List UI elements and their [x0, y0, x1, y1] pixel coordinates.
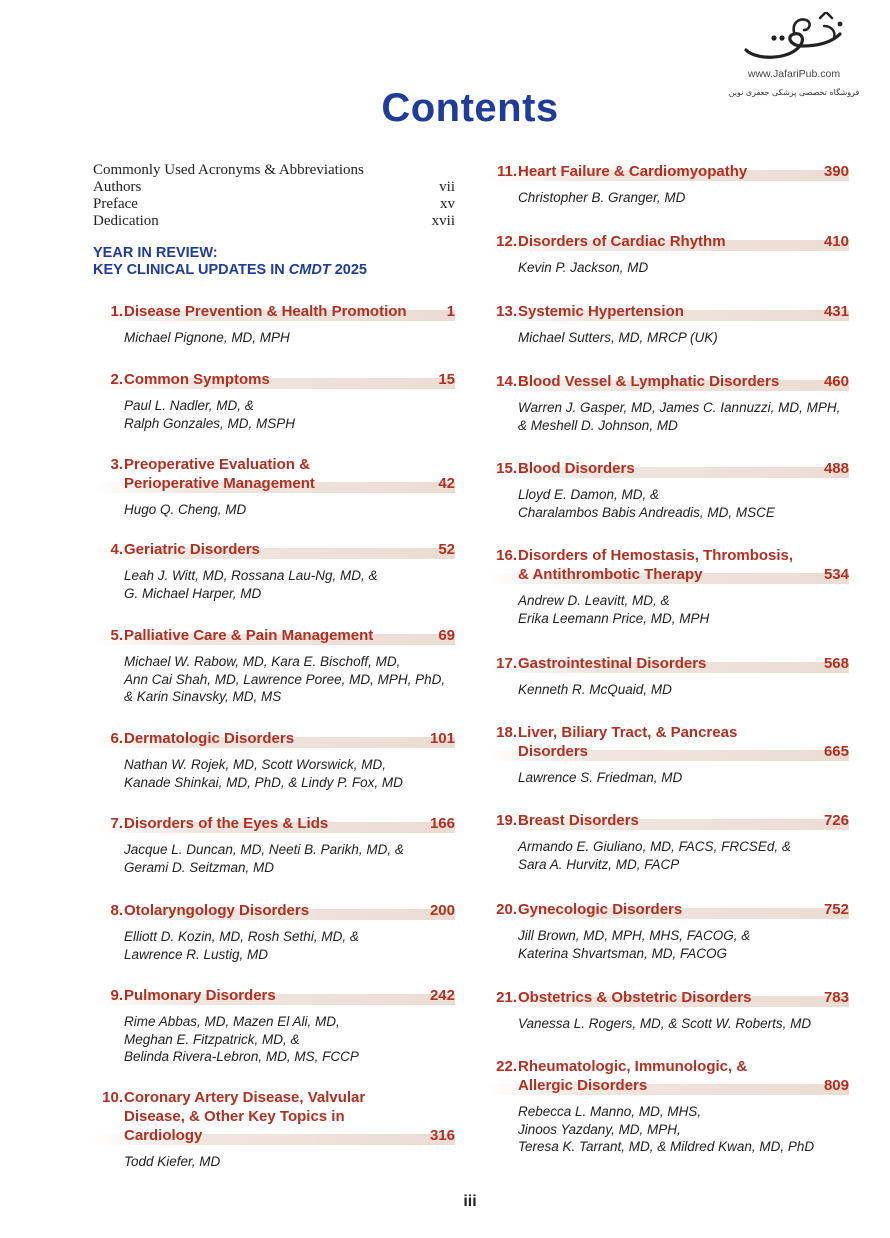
chapter-entry[interactable] — [487, 372, 849, 434]
chapter-authors: Elliott D. Kozin, MD, Rosh Sethi, MD, & Lawrence R. Lustig, MD — [124, 929, 359, 962]
chapter-entry[interactable] — [487, 1057, 849, 1156]
chapter-title: Gastrointestinal Disorders — [518, 655, 707, 672]
chapter-authors: Todd Kiefer, MD — [124, 1154, 221, 1169]
chapter-page: 42 — [438, 475, 455, 492]
chapter-entry[interactable] — [93, 540, 455, 602]
chapter-title: Systemic Hypertension — [518, 303, 684, 320]
chapter-heading — [93, 986, 455, 1005]
chapter-title: Common Symptoms — [124, 371, 270, 388]
chapter-title: Gynecologic Disorders — [518, 901, 683, 918]
chapter-heading — [93, 729, 455, 748]
chapter-title: Pulmonary Disorders — [124, 987, 276, 1004]
chapter-page: 1 — [446, 303, 455, 320]
front-matter-list — [93, 162, 455, 230]
chapter-authors: Leah J. Witt, MD, Rossana Lau-Ng, MD, & G. Michael Harper, MD — [124, 568, 378, 601]
chapter-authors: Armando E. Giuliano, MD, FACS, FRCSEd, & Sara A. Hurvitz, MD, FACP — [518, 839, 791, 872]
chapter-authors: Hugo Q. Cheng, MD — [124, 502, 247, 517]
chapter-authors: Christopher B. Granger, MD — [518, 190, 686, 205]
chapter-heading — [487, 654, 849, 673]
chapter-entry[interactable] — [93, 626, 455, 706]
year-in-review-prefix: KEY CLINICAL UPDATES IN — [93, 262, 289, 278]
chapter-number: 20. — [496, 901, 517, 918]
chapter-number: 22. — [496, 1058, 517, 1075]
chapter-entry[interactable] — [93, 901, 455, 963]
chapter-page: 200 — [429, 902, 455, 919]
chapter-authors: Lawrence S. Friedman, MD — [518, 770, 683, 785]
chapter-number: 11. — [496, 163, 517, 180]
chapter-entry[interactable] — [487, 811, 849, 873]
chapter-heading — [487, 372, 849, 391]
page-title: Contents — [381, 86, 559, 130]
year-in-review-line1: YEAR IN REVIEW: — [93, 245, 218, 261]
chapter-number: 21. — [496, 989, 517, 1006]
chapter-heading — [93, 302, 455, 321]
chapter-page: 488 — [823, 460, 849, 477]
year-in-review-italic: CMDT — [288, 262, 331, 278]
chapter-entry[interactable] — [93, 814, 455, 876]
chapter-authors: Kevin P. Jackson, MD — [518, 260, 649, 275]
front-matter-page: xv — [440, 196, 455, 212]
chapter-number: 2. — [110, 371, 123, 388]
front-matter-label: Preface — [93, 196, 138, 212]
front-matter-label: Commonly Used Acronyms & Abbreviations — [93, 162, 364, 178]
chapter-number: 1. — [110, 303, 123, 320]
chapter-title: Palliative Care & Pain Management — [124, 627, 374, 644]
chapter-number: 13. — [496, 303, 517, 320]
chapter-authors: Kenneth R. McQuaid, MD — [518, 682, 672, 697]
chapter-page: 316 — [429, 1127, 455, 1144]
chapter-number: 17. — [496, 655, 517, 672]
chapter-page: 752 — [823, 901, 849, 918]
chapter-number: 9. — [110, 987, 123, 1004]
chapter-authors: Michael Pignone, MD, MPH — [124, 330, 290, 345]
chapter-heading — [487, 232, 849, 251]
chapter-title: Rheumatologic, Immunologic, & Allergic Disorders — [518, 1058, 748, 1094]
chapter-authors: Paul L. Nadler, MD, & Ralph Gonzales, MD, MSPH — [124, 398, 296, 431]
jafari-logo-icon — [736, 12, 856, 64]
chapter-heading — [487, 988, 849, 1007]
chapter-heading — [487, 162, 849, 181]
chapter-title: Dermatologic Disorders — [124, 730, 295, 747]
chapter-number: 10. — [102, 1089, 123, 1106]
chapter-title: Disorders of Hemostasis, Thrombosis, & Antithrombotic Therapy — [518, 547, 794, 583]
chapter-heading — [93, 901, 455, 920]
page-number: iii — [463, 1193, 477, 1210]
chapter-title: Disease Prevention & Health Promotion — [124, 303, 407, 320]
chapter-entry[interactable] — [487, 988, 849, 1033]
chapter-number: 6. — [110, 730, 123, 747]
chapter-authors: Jacque L. Duncan, MD, Neeti B. Parikh, MD, & Gerami D. Seitzman, MD — [124, 842, 404, 875]
chapter-page: 242 — [429, 987, 455, 1004]
chapter-heading — [93, 370, 455, 389]
chapter-heading — [487, 1057, 849, 1095]
chapter-authors: Michael Sutters, MD, MRCP (UK) — [518, 330, 718, 345]
chapter-authors: Andrew D. Leavitt, MD, & Erika Leemann Price, MD, MPH — [518, 593, 710, 626]
chapter-number: 5. — [110, 627, 123, 644]
chapter-title: Blood Disorders — [518, 460, 635, 477]
chapter-entry[interactable] — [93, 302, 455, 347]
chapter-authors: Nathan W. Rojek, MD, Scott Worswick, MD, Kanade Shinkai, MD, PhD, & Lindy P. Fox, MD — [124, 757, 403, 790]
chapter-title: Preoperative Evaluation & Perioperative Management — [124, 456, 315, 492]
publisher-website: www.JafariPub.com — [747, 68, 841, 80]
chapter-page: 460 — [823, 373, 849, 390]
chapter-authors: Vanessa L. Rogers, MD, & Scott W. Roberts, MD — [518, 1016, 812, 1031]
chapter-heading — [93, 455, 455, 493]
chapter-number: 7. — [110, 815, 123, 832]
chapter-title: Heart Failure & Cardiomyopathy — [518, 163, 748, 180]
chapter-authors: Rebecca L. Manno, MD, MHS, Jinoos Yazdany, MD, MPH, Teresa K. Tarrant, MD, & Mildred Kwan, MD, PhD — [518, 1104, 815, 1154]
chapter-heading — [487, 723, 849, 761]
chapter-title: Disorders of Cardiac Rhythm — [518, 233, 726, 250]
chapter-number: 3. — [110, 456, 123, 473]
chapter-page: 665 — [823, 743, 849, 760]
chapter-heading — [487, 900, 849, 919]
chapter-page: 52 — [438, 541, 455, 558]
chapter-number: 18. — [496, 724, 517, 741]
chapter-number: 15. — [496, 460, 517, 477]
year-in-review-line2 — [93, 262, 367, 279]
chapter-authors: Lloyd E. Damon, MD, & Charalambos Babis Andreadis, MD, MSCE — [518, 487, 775, 520]
chapter-page: 809 — [823, 1077, 849, 1094]
chapter-authors: Warren J. Gasper, MD, James C. Iannuzzi, MD, MPH, & Meshell D. Johnson, MD — [518, 400, 841, 433]
chapter-authors: Jill Brown, MD, MPH, MHS, FACOG, & Katerina Shvartsman, MD, FACOG — [518, 928, 751, 961]
chapter-page: 783 — [823, 989, 849, 1006]
chapter-authors: Michael W. Rabow, MD, Kara E. Bischoff, MD, Ann Cai Shah, MD, Lawrence Poree, MD, MPH, PhD, & Karin Sinavsky, MD, MS — [124, 654, 446, 704]
chapter-number: 19. — [496, 812, 517, 829]
chapter-heading — [487, 546, 849, 584]
chapter-entry[interactable] — [487, 162, 849, 207]
chapter-page: 726 — [823, 812, 849, 829]
chapter-number: 16. — [496, 547, 517, 564]
chapter-page: 410 — [823, 233, 849, 250]
chapter-title: Disorders of the Eyes & Lids — [124, 815, 329, 832]
chapter-number: 12. — [496, 233, 517, 250]
chapter-page: 568 — [823, 655, 849, 672]
chapter-page: 390 — [823, 163, 849, 180]
chapter-heading — [487, 459, 849, 478]
chapter-title: Otolaryngology Disorders — [124, 902, 310, 919]
chapter-number: 4. — [110, 541, 123, 558]
chapter-number: 8. — [110, 902, 123, 919]
chapter-entry[interactable] — [487, 654, 849, 699]
chapter-entry[interactable] — [487, 900, 849, 962]
chapter-entry[interactable] — [93, 986, 455, 1066]
chapter-page: 166 — [429, 815, 455, 832]
chapter-page: 15 — [438, 371, 455, 388]
chapter-entry[interactable] — [93, 729, 455, 791]
chapter-page: 69 — [438, 627, 455, 644]
chapter-heading — [93, 626, 455, 645]
chapter-page: 431 — [823, 303, 849, 320]
chapter-heading — [93, 814, 455, 833]
chapter-entry[interactable] — [487, 302, 849, 347]
front-matter-row[interactable] — [93, 179, 455, 196]
chapter-title: Coronary Artery Disease, Valvular Disease, & Other Key Topics in Cardiology — [124, 1089, 366, 1144]
chapter-heading — [93, 540, 455, 559]
front-matter-label: Dedication — [93, 213, 159, 229]
front-matter-page: vii — [439, 179, 455, 195]
front-matter-row[interactable] — [93, 162, 455, 179]
chapter-page: 101 — [429, 730, 455, 747]
chapter-entry[interactable] — [93, 1088, 455, 1171]
front-matter-row[interactable] — [93, 213, 455, 230]
chapter-entry[interactable] — [487, 723, 849, 787]
publisher-tagline: فروشگاه تخصصی پزشکی جعفری نوین — [728, 88, 860, 97]
front-matter-row[interactable] — [93, 196, 455, 213]
front-matter-page: xvii — [431, 213, 455, 229]
chapter-heading — [487, 811, 849, 830]
chapter-entry[interactable] — [487, 459, 849, 521]
chapter-number: 14. — [496, 373, 517, 390]
chapter-title: Blood Vessel & Lymphatic Disorders — [518, 373, 780, 390]
chapter-page: 534 — [823, 566, 849, 583]
chapter-entry[interactable] — [487, 232, 849, 277]
chapter-title: Liver, Biliary Tract, & Pancreas Disorders — [518, 724, 738, 760]
chapter-entry[interactable] — [93, 370, 455, 432]
front-matter-label: Authors — [93, 179, 142, 195]
chapter-title: Breast Disorders — [518, 812, 639, 829]
chapter-authors: Rime Abbas, MD, Mazen El Ali, MD, Meghan E. Fitzpatrick, MD, & Belinda Rivera-Lebron, MD, MS, FCCP — [124, 1014, 359, 1064]
chapter-entry[interactable] — [93, 455, 455, 519]
year-in-review-suffix: 2025 — [330, 262, 367, 278]
chapter-title: Obstetrics & Obstetric Disorders — [518, 989, 752, 1006]
year-in-review-heading[interactable] — [93, 245, 367, 279]
chapter-heading — [93, 1088, 455, 1145]
chapter-title: Geriatric Disorders — [124, 541, 260, 558]
chapter-entry[interactable] — [487, 546, 849, 627]
chapter-heading — [487, 302, 849, 321]
